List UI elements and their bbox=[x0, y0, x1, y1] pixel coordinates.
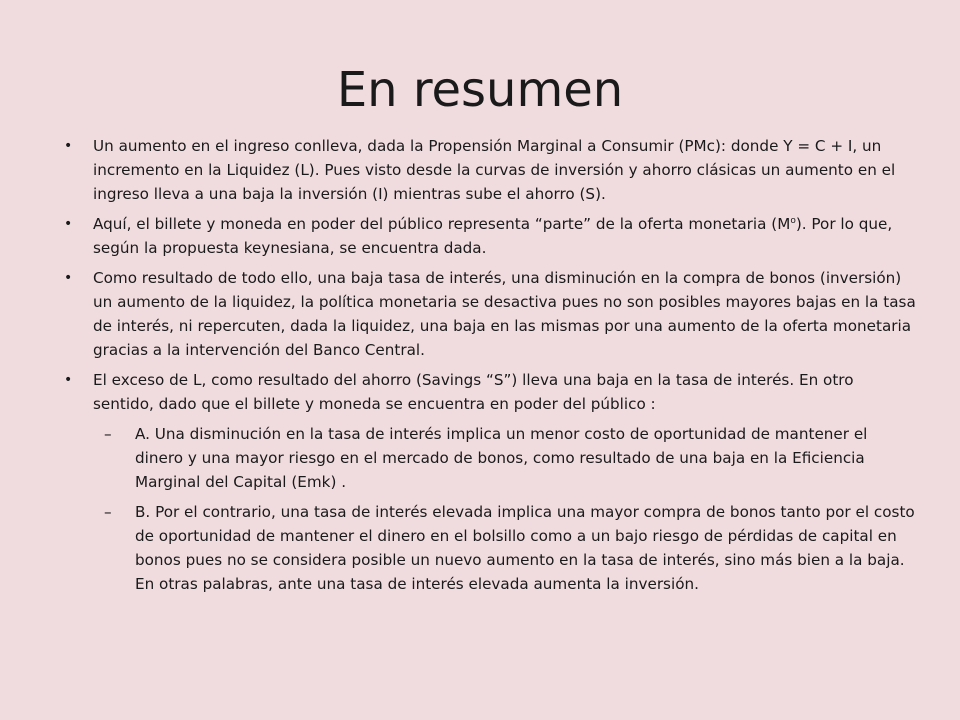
bullet-icon: • bbox=[64, 138, 73, 154]
sub-bullet-text: A. Una disminución en la tasa de interés implica un menor costo de oportunidad de mantener el dinero y una mayor riesgo en el mercado de bonos, como resultado de una baja en la Eficiencia Marginal del Capital (Emk) . bbox=[135, 425, 868, 491]
sub-bullet-text: B. Por el contrario, una tasa de interés elevada implica una mayor compra de bonos tanto por el costo de oportunidad de mantener el dinero en el bolsillo como a un bajo riesgo de pérdidas de capital en bonos pues no se considera posible un nuevo aumento en la tasa de interés, sino más bien a la baja. En otras palabras, ante una tasa de interés elevada aumenta la inversión. bbox=[135, 503, 915, 593]
bullet-icon: • bbox=[64, 270, 73, 286]
bullet-icon: • bbox=[64, 372, 73, 388]
bullet-text-part: ). Por lo que, según la propuesta keynesiana, se encuentra dada. bbox=[93, 215, 893, 257]
bullet-text-part: Aquí, el billete y moneda en poder del público representa “parte” de la oferta monetaria (M bbox=[93, 215, 791, 233]
slide-title: En resumen bbox=[336, 62, 624, 118]
dash-icon: – bbox=[104, 503, 112, 521]
bullet-item bbox=[66, 212, 918, 260]
superscript: o bbox=[790, 215, 796, 226]
bullet-text: Como resultado de todo ello, una baja tasa de interés, una disminución en la compra de bonos (inversión) un aumento de la liquidez, la política monetaria se desactiva pues no son posibles mayores bajas en la tasa de interés, ni repercuten, dada la liquidez, una baja en las mismas por una aumento de la oferta monetaria gracias a la intervención del Banco Central. bbox=[93, 269, 916, 359]
sub-bullet-item bbox=[66, 422, 918, 494]
slide-body bbox=[66, 134, 918, 602]
dash-icon: – bbox=[104, 425, 112, 443]
bullet-text: El exceso de L, como resultado del ahorro (Savings “S”) lleva una baja en la tasa de interés. En otro sentido, dado que el billete y moneda se encuentra en poder del público : bbox=[93, 371, 854, 413]
bullet-text bbox=[93, 215, 892, 257]
bullet-text: Un aumento en el ingreso conlleva, dada la Propensión Marginal a Consumir (PMc): donde Y = C + I, un incremento en la Liquidez (L). Pues visto desde la curvas de inversión y ahorro clásicas un aumento en el ingreso lleva a una baja la inversión (I) mientras sube el ahorro (S). bbox=[93, 137, 896, 203]
bullet-item bbox=[66, 266, 918, 362]
bullet-icon: • bbox=[64, 216, 73, 232]
sub-bullet-item bbox=[66, 500, 918, 596]
bullet-list bbox=[66, 134, 918, 596]
bullet-item bbox=[66, 368, 918, 416]
bullet-item bbox=[66, 134, 918, 206]
